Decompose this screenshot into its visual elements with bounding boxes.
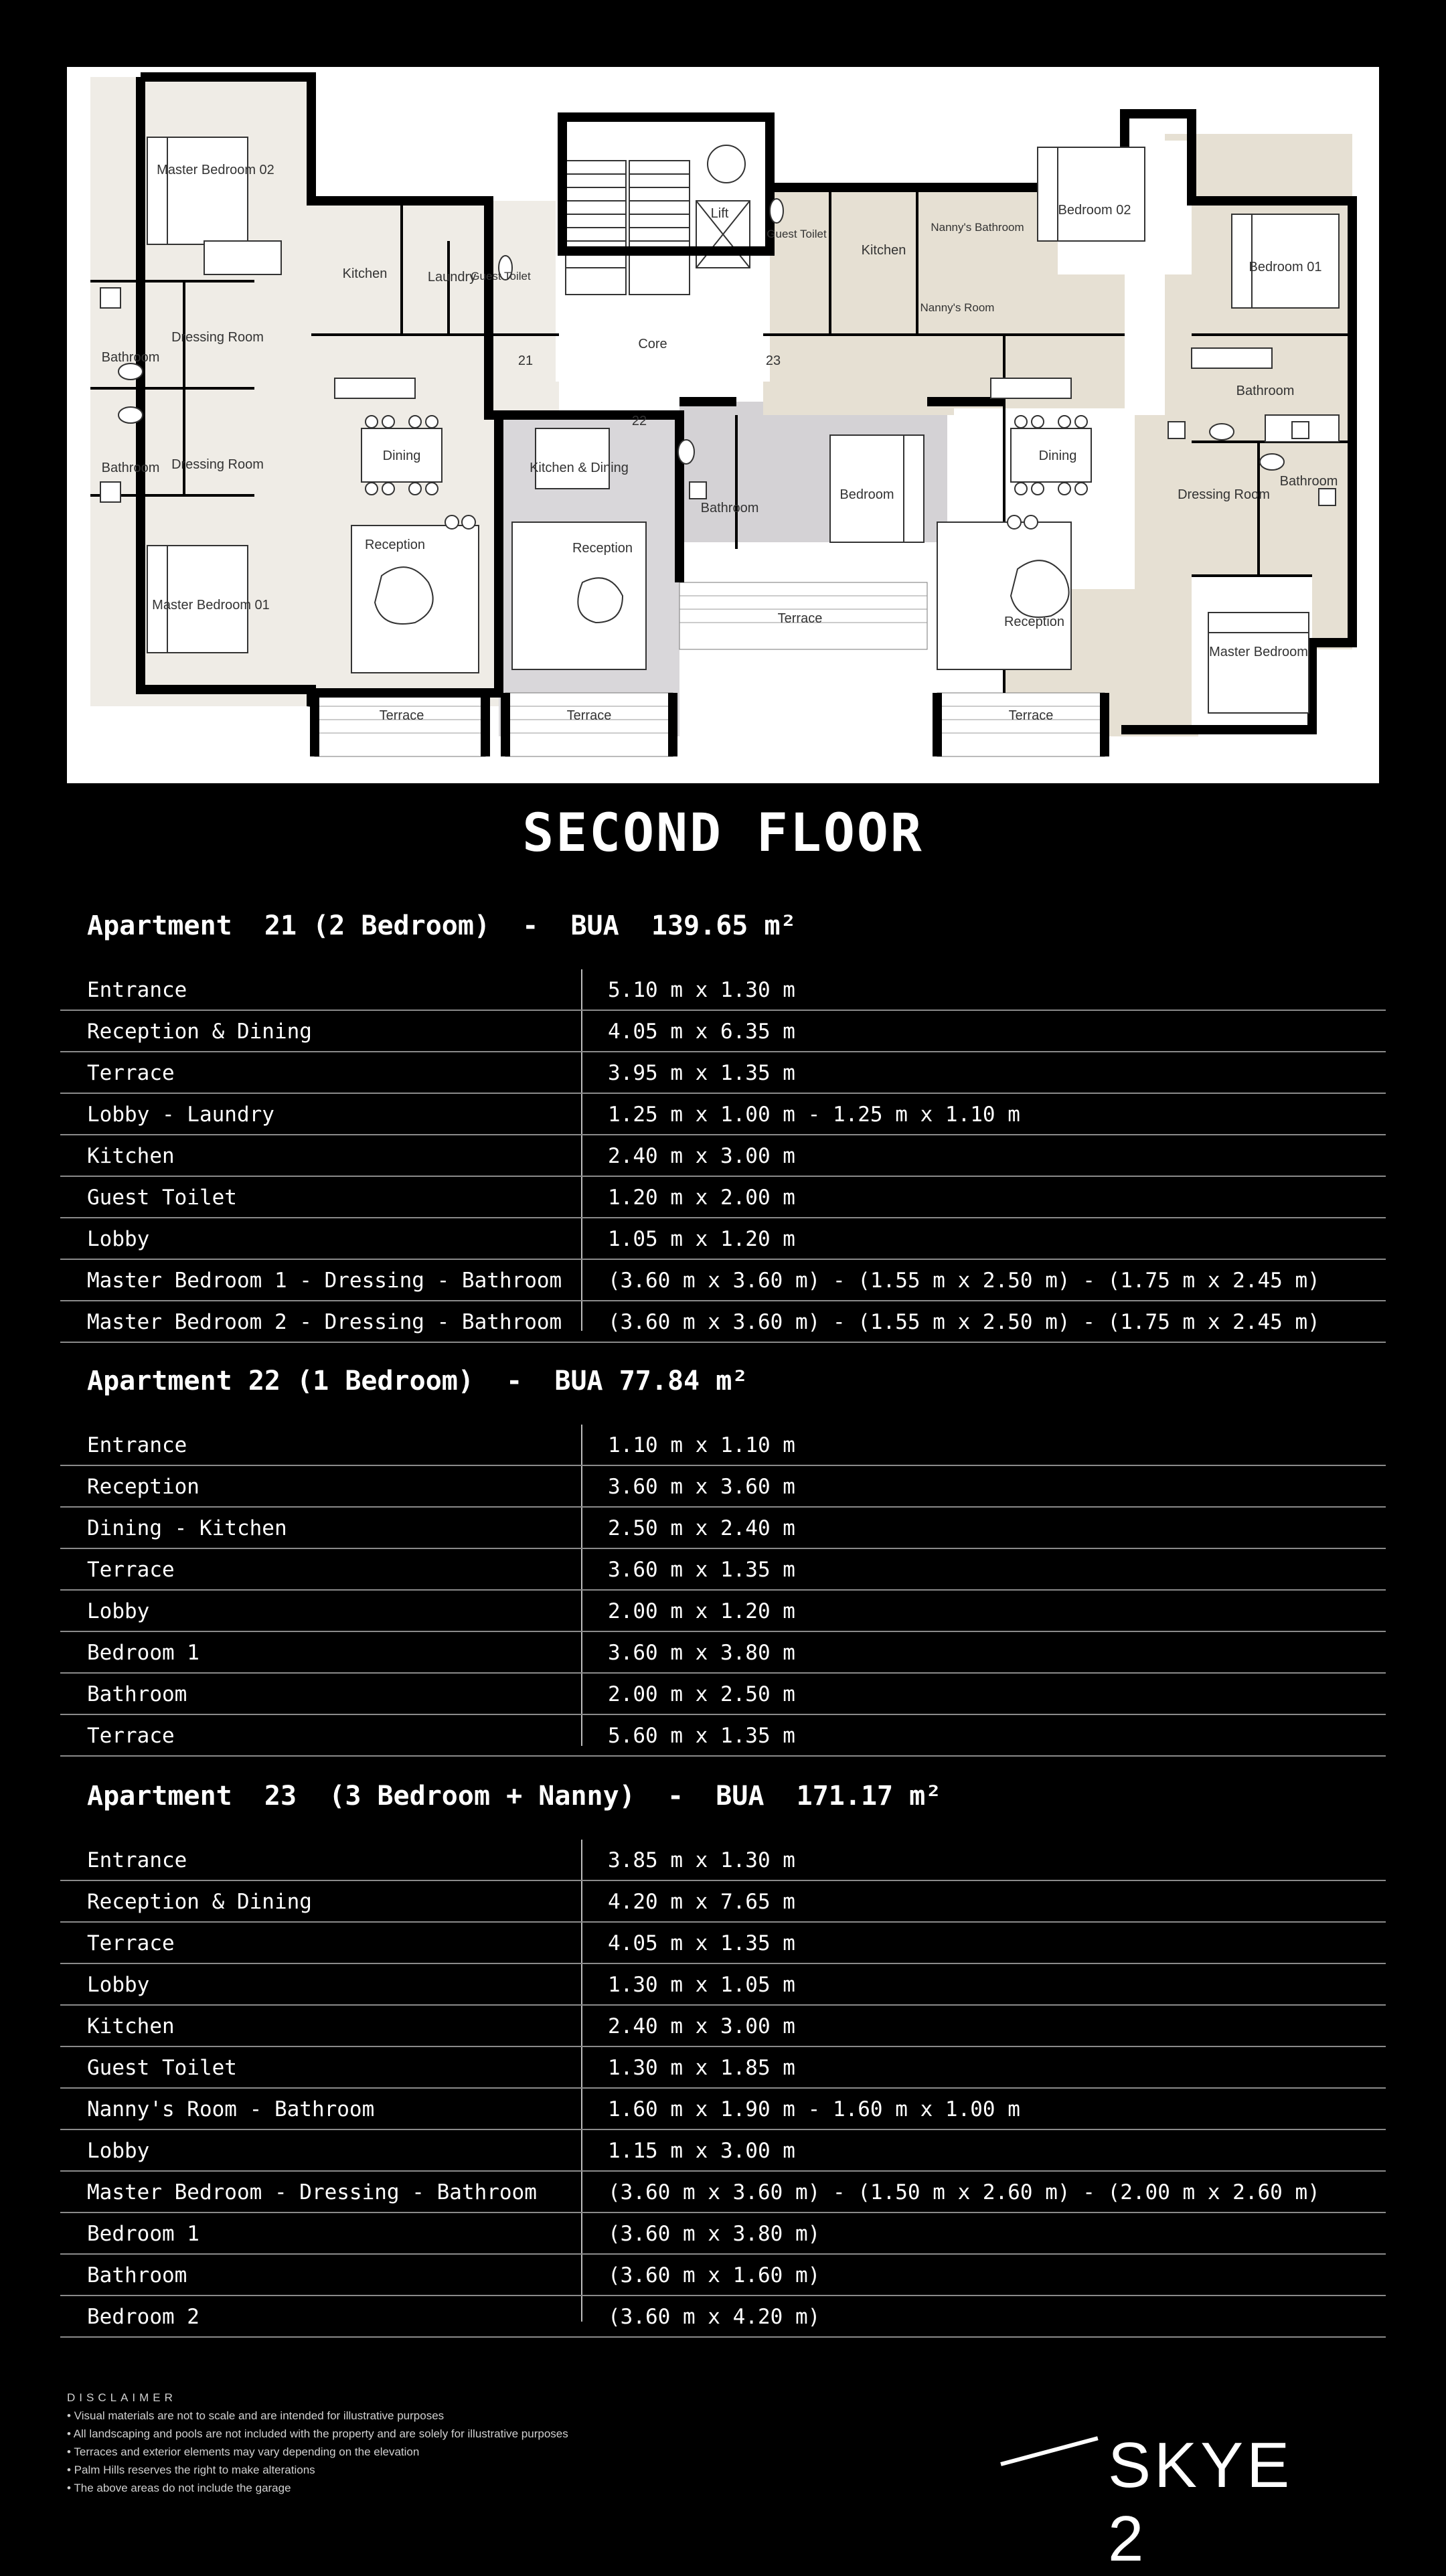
room-name: Lobby — [87, 1973, 150, 1997]
label-guest-toilet-c: Guest Toilet — [767, 228, 827, 240]
room-dimensions: 3.85 m x 1.30 m — [608, 1848, 795, 1872]
label-bathroom-c2: Bathroom — [1279, 474, 1338, 489]
apartment-23-table — [60, 1840, 1386, 2338]
room-dimensions: 1.25 m x 1.00 m - 1.25 m x 1.10 m — [608, 1103, 1020, 1127]
disclaimer-item: • Palm Hills reserves the right to make alterations — [67, 2464, 315, 2476]
room-name: Master Bedroom - Dressing - Bathroom — [87, 2180, 537, 2204]
table-row — [60, 2006, 1386, 2047]
label-dressing-room-b: Dressing Room — [171, 457, 264, 472]
room-dimensions: (3.60 m x 1.60 m) — [608, 2263, 821, 2287]
label-kitchen-dining-b: Kitchen & Dining — [530, 461, 629, 475]
floor-title: SECOND FLOOR — [522, 803, 924, 864]
table-row — [60, 969, 1386, 1011]
label-dressing-room-c: Dressing Room — [1178, 487, 1270, 502]
label-terrace-a: Terrace — [379, 708, 424, 723]
room-name: Terrace — [87, 1931, 175, 1955]
room-dimensions: 1.10 m x 1.10 m — [608, 1433, 795, 1457]
room-name: Terrace — [87, 1061, 175, 1085]
table-row — [60, 2089, 1386, 2130]
disclaimer-item: • Visual materials are not to scale and are intended for illustrative purposes — [67, 2409, 445, 2422]
room-name: Bathroom — [87, 1682, 187, 1706]
label-kitchen-c: Kitchen — [861, 243, 906, 258]
room-dimensions: (3.60 m x 3.60 m) - (1.55 m x 2.50 m) - (1.75 m x 2.45 m) — [608, 1310, 1320, 1334]
table-row — [60, 1425, 1386, 1466]
room-dimensions: 1.60 m x 1.90 m - 1.60 m x 1.00 m — [608, 2097, 1020, 2121]
room-dimensions: 1.05 m x 1.20 m — [608, 1227, 795, 1251]
apartment-21-table — [60, 969, 1386, 1343]
room-name: Entrance — [87, 978, 187, 1002]
table-row — [60, 1301, 1386, 1343]
label-unit-23: 23 — [765, 353, 781, 368]
room-dimensions: 2.40 m x 3.00 m — [608, 1144, 795, 1168]
room-dimensions: (3.60 m x 3.60 m) - (1.50 m x 2.60 m) - (2.00 m x 2.60 m) — [608, 2180, 1320, 2204]
room-dimensions: 1.15 m x 3.00 m — [608, 2139, 795, 2163]
label-terrace-c: Terrace — [1008, 708, 1054, 723]
table-row — [60, 1052, 1386, 1094]
label-reception-c: Reception — [1003, 615, 1065, 629]
table-row — [60, 1674, 1386, 1715]
label-terrace-b2: Terrace — [566, 708, 612, 723]
room-name: Master Bedroom 2 - Dressing - Bathroom — [87, 1310, 562, 1334]
room-name: Bedroom 1 — [87, 1641, 199, 1665]
room-dimensions: 1.30 m x 1.85 m — [608, 2056, 795, 2080]
table-row — [60, 1632, 1386, 1674]
room-name: Guest Toilet — [87, 1186, 237, 1210]
label-bathroom-c1: Bathroom — [1236, 384, 1295, 398]
room-dimensions: 3.60 m x 3.80 m — [608, 1641, 795, 1665]
apartment-22-table — [60, 1425, 1386, 1757]
label-bathroom-a2: Bathroom — [101, 461, 160, 475]
room-name: Lobby — [87, 2139, 150, 2163]
room-dimensions: 3.60 m x 3.60 m — [608, 1475, 795, 1499]
table-row — [60, 1715, 1386, 1757]
table-row — [60, 1508, 1386, 1549]
floor-plan — [67, 67, 1379, 783]
room-name: Nanny's Room - Bathroom — [87, 2097, 375, 2121]
room-dimensions: 4.05 m x 1.35 m — [608, 1931, 795, 1955]
table-row — [60, 1549, 1386, 1591]
label-bathroom-b: Bathroom — [700, 501, 759, 515]
table-row — [60, 1011, 1386, 1052]
table-row — [60, 2172, 1386, 2213]
table-row — [60, 2130, 1386, 2172]
room-name: Terrace — [87, 1724, 175, 1748]
table-row — [60, 1177, 1386, 1218]
room-dimensions: 1.30 m x 1.05 m — [608, 1973, 795, 1997]
room-name: Reception & Dining — [87, 1890, 312, 1914]
label-bathroom-a1: Bathroom — [101, 350, 160, 365]
disclaimer — [67, 2389, 568, 2497]
room-dimensions: 2.40 m x 3.00 m — [608, 2014, 795, 2038]
room-dimensions: 5.10 m x 1.30 m — [608, 978, 795, 1002]
label-reception-a: Reception — [364, 538, 426, 552]
label-dressing-room-a: Dressing Room — [171, 330, 264, 345]
room-name: Kitchen — [87, 1144, 175, 1168]
label-core: Core — [638, 337, 667, 351]
room-dimensions: 3.60 m x 1.35 m — [608, 1558, 795, 1582]
table-row — [60, 1260, 1386, 1301]
label-unit-21: 21 — [517, 353, 534, 368]
label-master-bedroom-01: Master Bedroom 01 — [152, 598, 270, 613]
table-row — [60, 1094, 1386, 1135]
label-nannys-room: Nanny's Room — [920, 301, 995, 314]
room-name: Bedroom 2 — [87, 2305, 199, 2329]
label-terrace-b1: Terrace — [777, 611, 823, 626]
disclaimer-item: • All landscaping and pools are not included with the property and are solely for illustrative purposes — [67, 2427, 568, 2440]
label-dining-c: Dining — [1038, 449, 1077, 463]
logo-text: SKYE 2 — [1108, 2429, 1293, 2575]
label-dining-a: Dining — [382, 449, 421, 463]
apartment-22-heading: Apartment 22 (1 Bedroom) - BUA 77.84 m² — [87, 1366, 748, 1396]
room-dimensions: (3.60 m x 3.80 m) — [608, 2222, 821, 2246]
logo-slash-icon — [1000, 2436, 1098, 2466]
room-dimensions: 5.60 m x 1.35 m — [608, 1724, 795, 1748]
table-row — [60, 1923, 1386, 1964]
disclaimer-item: • Terraces and exterior elements may vary depending on the elevation — [67, 2445, 420, 2458]
label-bedroom-b: Bedroom — [839, 487, 894, 502]
label-bedroom-02: Bedroom 02 — [1058, 203, 1131, 218]
label-laundry: Laundry — [427, 270, 477, 285]
label-nannys-bathroom: Nanny's Bathroom — [931, 221, 1024, 234]
table-row — [60, 1218, 1386, 1260]
apartment-23-heading: Apartment 23 (3 Bedroom + Nanny) - BUA 171.17 m² — [87, 1781, 942, 1812]
room-dimensions: (3.60 m x 3.60 m) - (1.55 m x 2.50 m) - (1.75 m x 2.45 m) — [608, 1269, 1320, 1293]
room-dimensions: 4.05 m x 6.35 m — [608, 1020, 795, 1044]
room-name: Reception — [87, 1475, 199, 1499]
floor-plan-drawing — [67, 67, 1379, 783]
room-name: Bathroom — [87, 2263, 187, 2287]
room-name: Kitchen — [87, 2014, 175, 2038]
room-dimensions: 1.20 m x 2.00 m — [608, 1186, 795, 1210]
label-lift: Lift — [710, 206, 729, 221]
table-row — [60, 1881, 1386, 1923]
room-name: Dining - Kitchen — [87, 1516, 287, 1540]
label-guest-toilet-a: Guest Toilet — [471, 270, 531, 283]
room-dimensions: 2.50 m x 2.40 m — [608, 1516, 795, 1540]
room-name: Entrance — [87, 1848, 187, 1872]
room-name: Reception & Dining — [87, 1020, 312, 1044]
room-name: Bedroom 1 — [87, 2222, 199, 2246]
table-row — [60, 2296, 1386, 2338]
room-dimensions: 2.00 m x 2.50 m — [608, 1682, 795, 1706]
room-name: Terrace — [87, 1558, 175, 1582]
room-name: Entrance — [87, 1433, 187, 1457]
room-dimensions: (3.60 m x 4.20 m) — [608, 2305, 821, 2329]
disclaimer-item: • The above areas do not include the garage — [67, 2482, 291, 2494]
label-master-bedroom-c: Master Bedroom — [1209, 645, 1308, 659]
room-dimensions: 3.95 m x 1.35 m — [608, 1061, 795, 1085]
apartment-21-heading: Apartment 21 (2 Bedroom) - BUA 139.65 m² — [87, 910, 797, 941]
room-name: Guest Toilet — [87, 2056, 237, 2080]
label-unit-22: 22 — [631, 414, 647, 428]
room-name: Lobby — [87, 1599, 150, 1623]
table-row — [60, 1591, 1386, 1632]
label-master-bedroom-02: Master Bedroom 02 — [157, 163, 274, 177]
table-row — [60, 2213, 1386, 2255]
room-dimensions: 2.00 m x 1.20 m — [608, 1599, 795, 1623]
label-kitchen-a: Kitchen — [342, 266, 388, 281]
room-dimensions: 4.20 m x 7.65 m — [608, 1890, 795, 1914]
table-row — [60, 2255, 1386, 2296]
table-row — [60, 1135, 1386, 1177]
skye-logo — [1001, 2429, 1349, 2575]
table-row — [60, 1840, 1386, 1881]
room-name: Lobby - Laundry — [87, 1103, 274, 1127]
table-row — [60, 1466, 1386, 1508]
room-name: Master Bedroom 1 - Dressing - Bathroom — [87, 1269, 562, 1293]
table-row — [60, 1964, 1386, 2006]
label-reception-b: Reception — [572, 541, 633, 556]
room-name: Lobby — [87, 1227, 150, 1251]
disclaimer-title: DISCLAIMER — [67, 2391, 177, 2404]
label-bedroom-01: Bedroom 01 — [1249, 260, 1322, 274]
table-row — [60, 2047, 1386, 2089]
